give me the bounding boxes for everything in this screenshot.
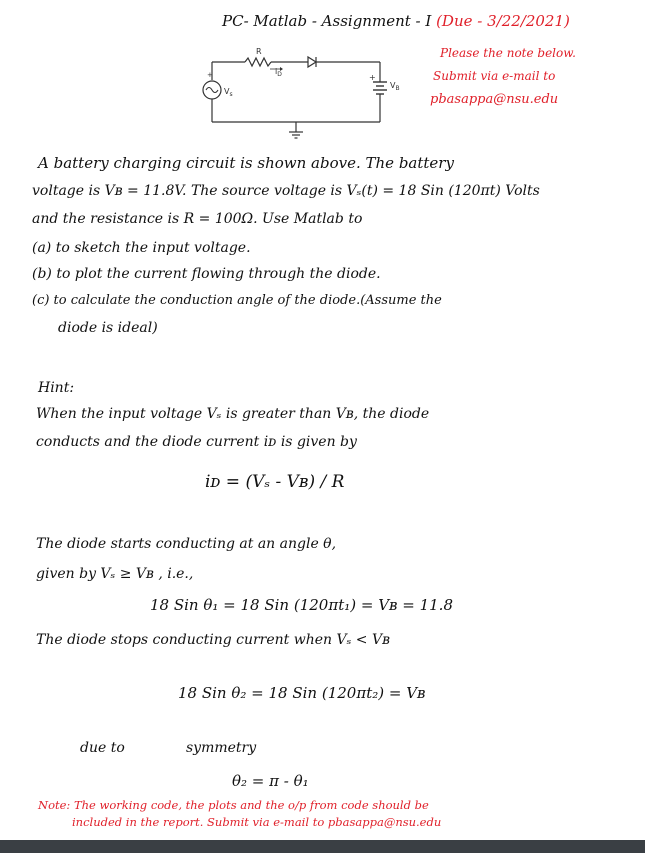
intro-line-3: and the resistance is R = 100Ω. Use Matlab to [32,211,363,227]
start-angle-equation: 18 Sin θ₁ = 18 Sin (120πt₁) = Vʙ = 11.8 [150,596,453,614]
hint-label: Hint: [38,380,75,396]
intro-line-2: voltage is Vʙ = 11.8V. The source voltage is Vₛ(t) = 18 Sin (120πt) Volts [32,183,540,199]
svg-text:+: + [369,73,376,82]
due-to-text: due to [80,740,125,756]
battery-label: $V_B$ [390,81,400,92]
current-label: $i_D$ [275,67,282,78]
intro-line-1: A battery charging circuit is shown above. The battery [38,154,454,172]
symmetry-equation: θ₂ = π - θ₁ [232,772,309,790]
due-date: (Due - 3/22/2021) [436,12,570,30]
source-label: $V_s$ [224,87,233,98]
resistor-label: R [256,47,262,56]
hint-text-3: The diode stops conducting current when Vₛ < Vʙ [36,632,390,648]
hint-text-2b: given by Vₛ ≥ Vʙ , i.e., [36,566,194,582]
hint-text-2a: The diode starts conducting at an angle θ, [36,536,337,552]
resistor-symbol [245,58,271,66]
hint-line-1: When the input voltage Vₛ is greater than Vʙ, the diode [36,406,430,422]
task-b: (b) to plot the current flowing through the diode. [32,266,381,282]
right-note-2: Submit via e-mail to [433,69,556,83]
svg-text:+: + [207,71,213,79]
diode-symbol [308,57,316,67]
task-a: (a) to sketch the input voltage. [32,240,251,256]
symmetry-text: symmetry [186,740,257,756]
task-c-cont: diode is ideal) [58,320,158,336]
circuit-diagram [190,40,430,145]
assignment-title: PC- Matlab - Assignment - I (Due - 3/22/2021) [222,12,570,30]
right-note-3: pbasappa@nsu.edu [430,92,559,107]
stop-angle-equation: 18 Sin θ₂ = 18 Sin (120πt₂) = Vʙ [178,684,426,702]
viewer-bottom-bar [0,840,645,853]
task-c: (c) to calculate the conduction angle of the diode.(Assume the [32,293,442,308]
diode-current-equation: iᴅ = (Vₛ - Vʙ) / R [205,472,345,492]
note-line-1: Note: The working code, the plots and the o/p from code should be [38,798,429,812]
right-note-1: Please the note below. [440,46,576,60]
hint-line-2: conducts and the diode current iᴅ is given by [36,434,357,450]
note-line-2: included in the report. Submit via e-mail to pbasappa@nsu.edu [72,815,442,829]
